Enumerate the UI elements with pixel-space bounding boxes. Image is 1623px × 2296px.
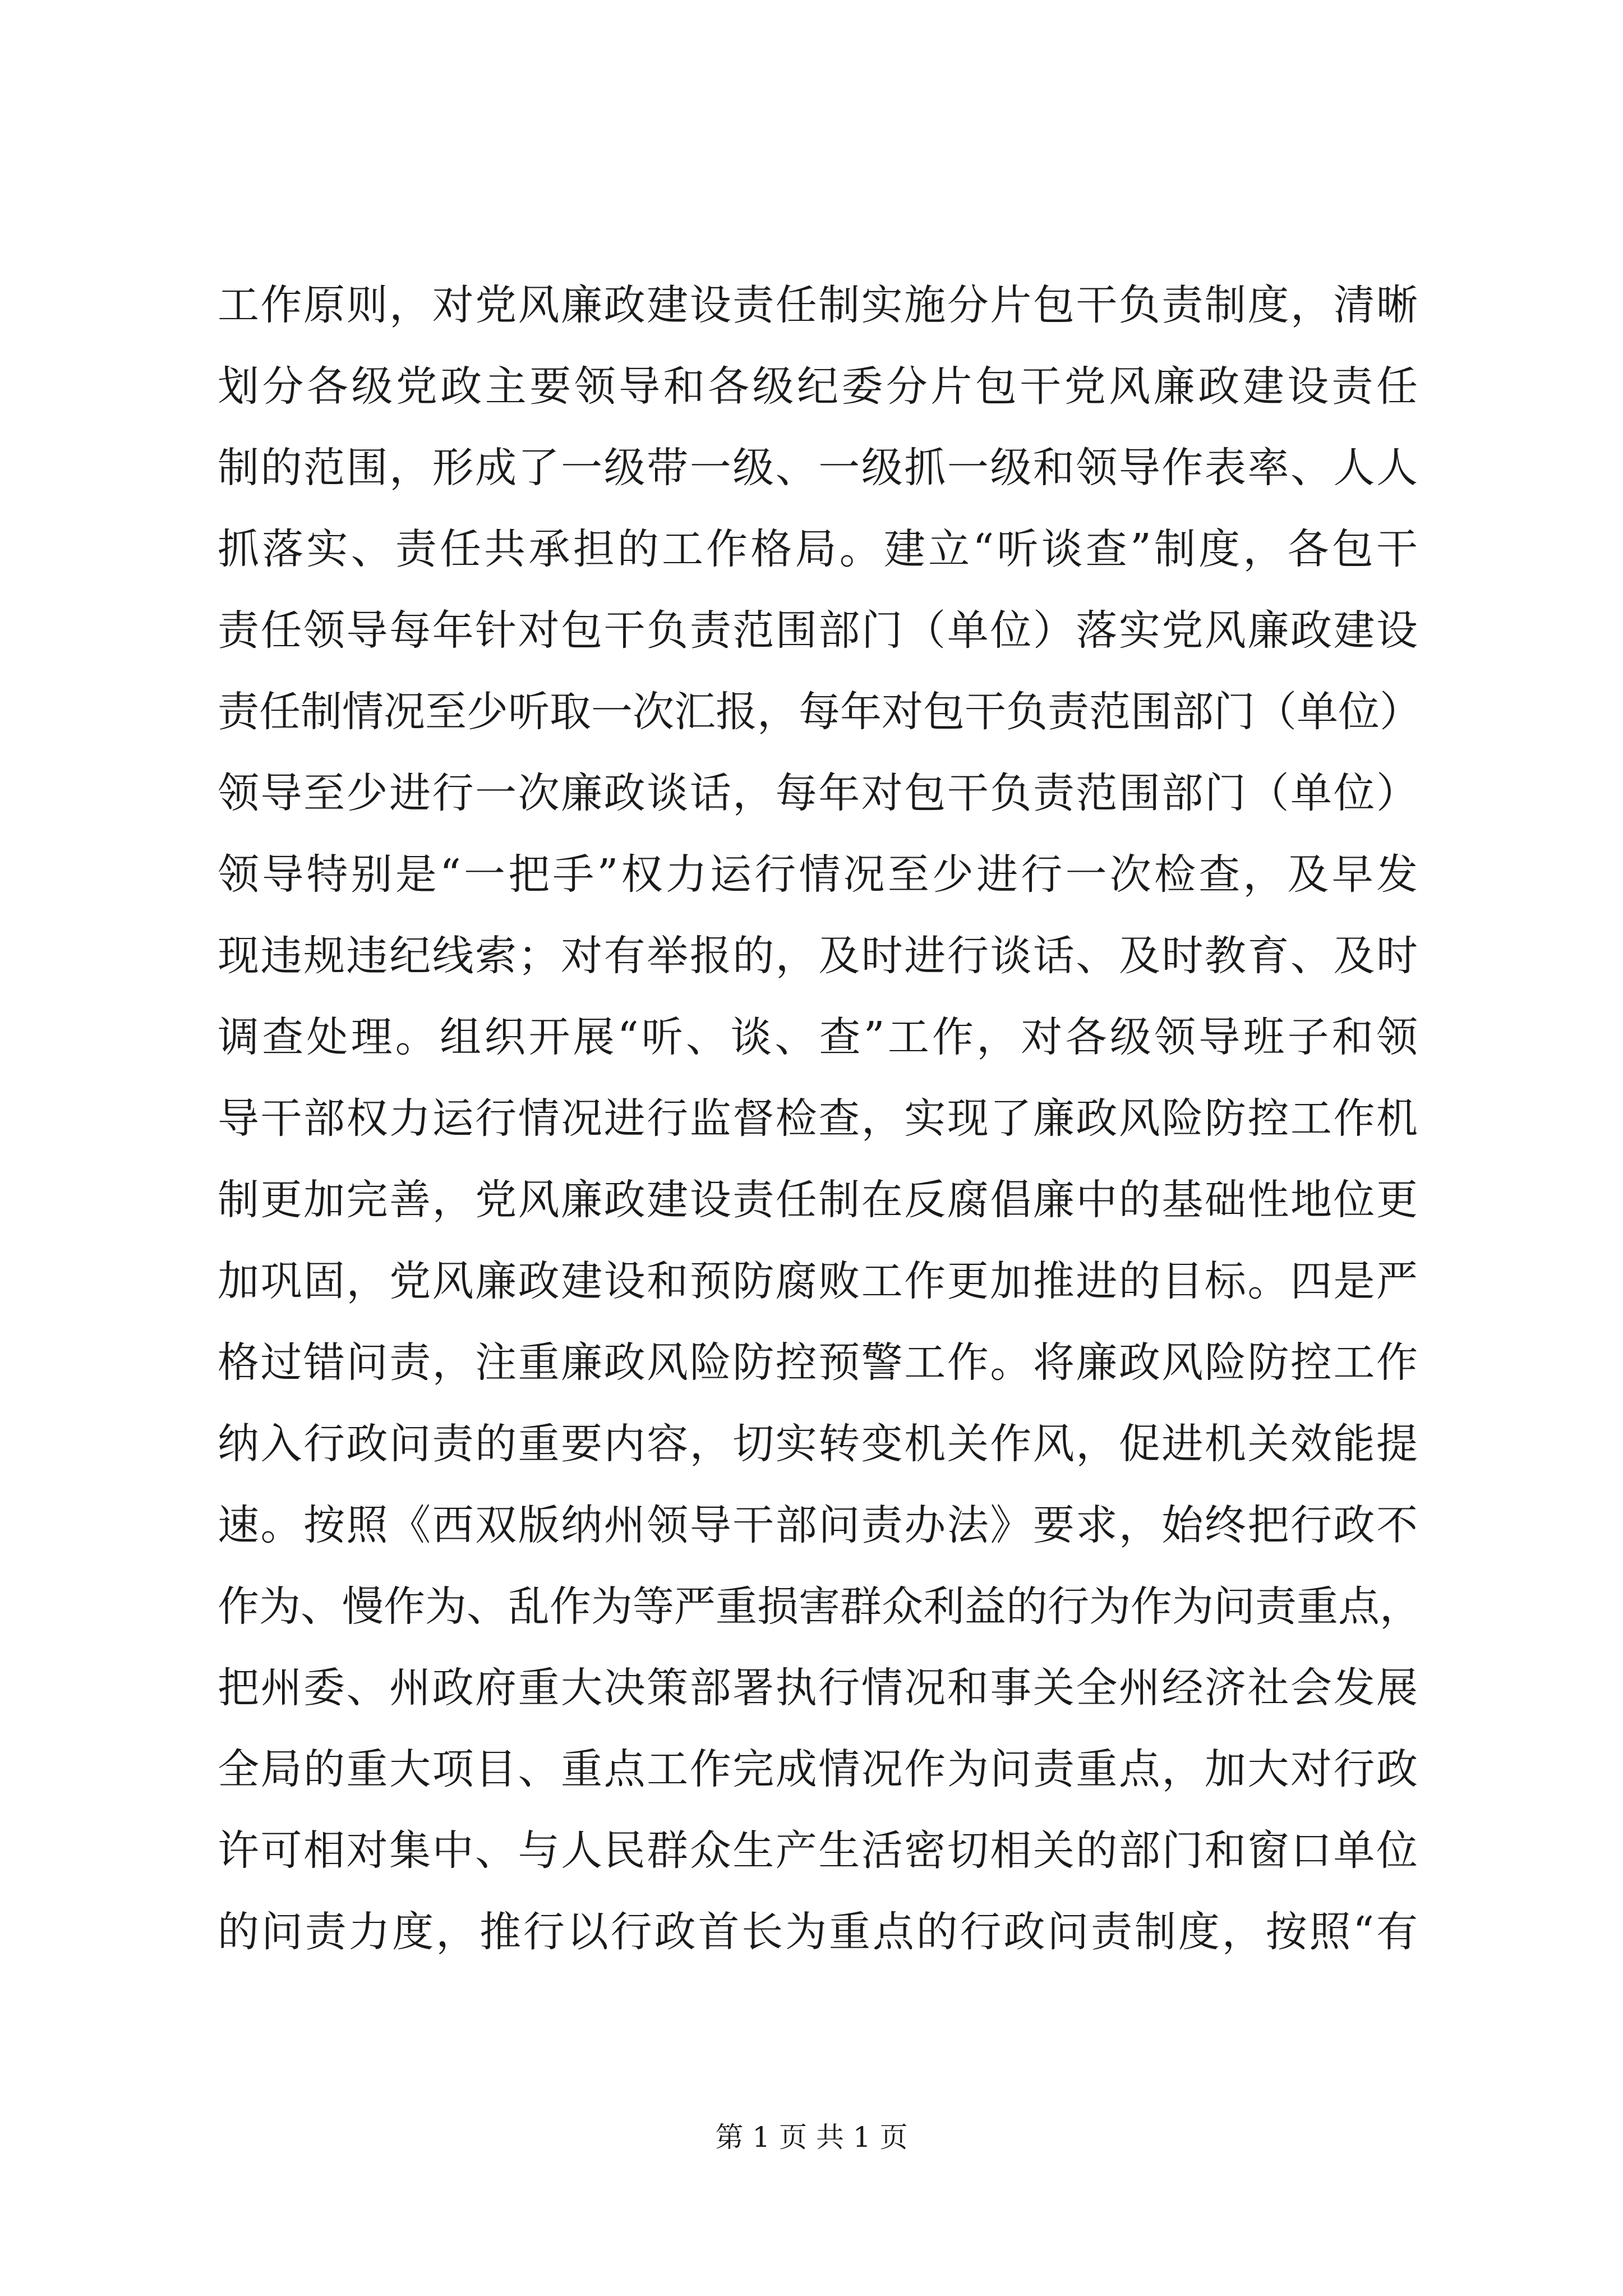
text-line: 加巩固，党风廉政建设和预防腐败工作更加推进的目标。四是严	[218, 1257, 1418, 1305]
text-line: 工作原则，对党风廉政建设责任制实施分片包干负责制度，清晰	[218, 281, 1418, 329]
text-line: 纳入行政问责的重要内容，切实转变机关作风，促进机关效能提	[218, 1420, 1418, 1468]
text-line: 速。按照《西双版纳州领导干部问责办法》要求，始终把行政不	[218, 1501, 1418, 1549]
text-line: 作为、慢作为、乱作为等严重损害群众利益的行为作为问责重点，	[218, 1582, 1421, 1631]
page-footer	[0, 2115, 1623, 2155]
text-line: 许可相对集中、与人民群众生产生活密切相关的部门和窗口单位	[218, 1826, 1418, 1875]
text-line: 把州委、州政府重大决策部署执行情况和事关全州经济社会发展	[218, 1664, 1418, 1712]
text-line: 的问责力度，推行以行政首长为重点的行政问责制度，按照“有	[218, 1908, 1418, 1956]
page-number-label: 第 1 页 共 1 页	[715, 2121, 908, 2154]
text-line: 调查处理。组织开展“听、谈、查”工作，对各级领导班子和领	[218, 1013, 1418, 1061]
text-line: 领导特别是“一把手”权力运行情况至少进行一次检查，及早发	[218, 850, 1418, 899]
text-line: 责任制情况至少听取一次汇报，每年对包干负责范围部门（单位）	[218, 688, 1421, 736]
body-text	[218, 265, 1421, 1973]
text-line: 抓落实、责任共承担的工作格局。建立“听谈查”制度，各包干	[218, 525, 1418, 573]
text-line: 划分各级党政主要领导和各级纪委分片包干党风廉政建设责任	[218, 362, 1418, 411]
text-line: 制的范围，形成了一级带一级、一级抓一级和领导作表率、人人	[218, 444, 1418, 492]
text-line: 格过错问责，注重廉政风险防控预警工作。将廉政风险防控工作	[218, 1338, 1418, 1387]
text-line: 制更加完善，党风廉政建设责任制在反腐倡廉中的基础性地位更	[218, 1176, 1418, 1224]
text-line: 领导至少进行一次廉政谈话，每年对包干负责范围部门（单位）	[218, 769, 1418, 817]
text-line: 责任领导每年针对包干负责范围部门（单位）落实党风廉政建设	[218, 606, 1418, 655]
text-line: 导干部权力运行情况进行监督检查，实现了廉政风险防控工作机	[218, 1094, 1418, 1143]
text-line: 现违规违纪线索；对有举报的，及时进行谈话、及时教育、及时	[218, 932, 1418, 980]
text-line: 全局的重大项目、重点工作完成情况作为问责重点，加大对行政	[218, 1745, 1418, 1793]
